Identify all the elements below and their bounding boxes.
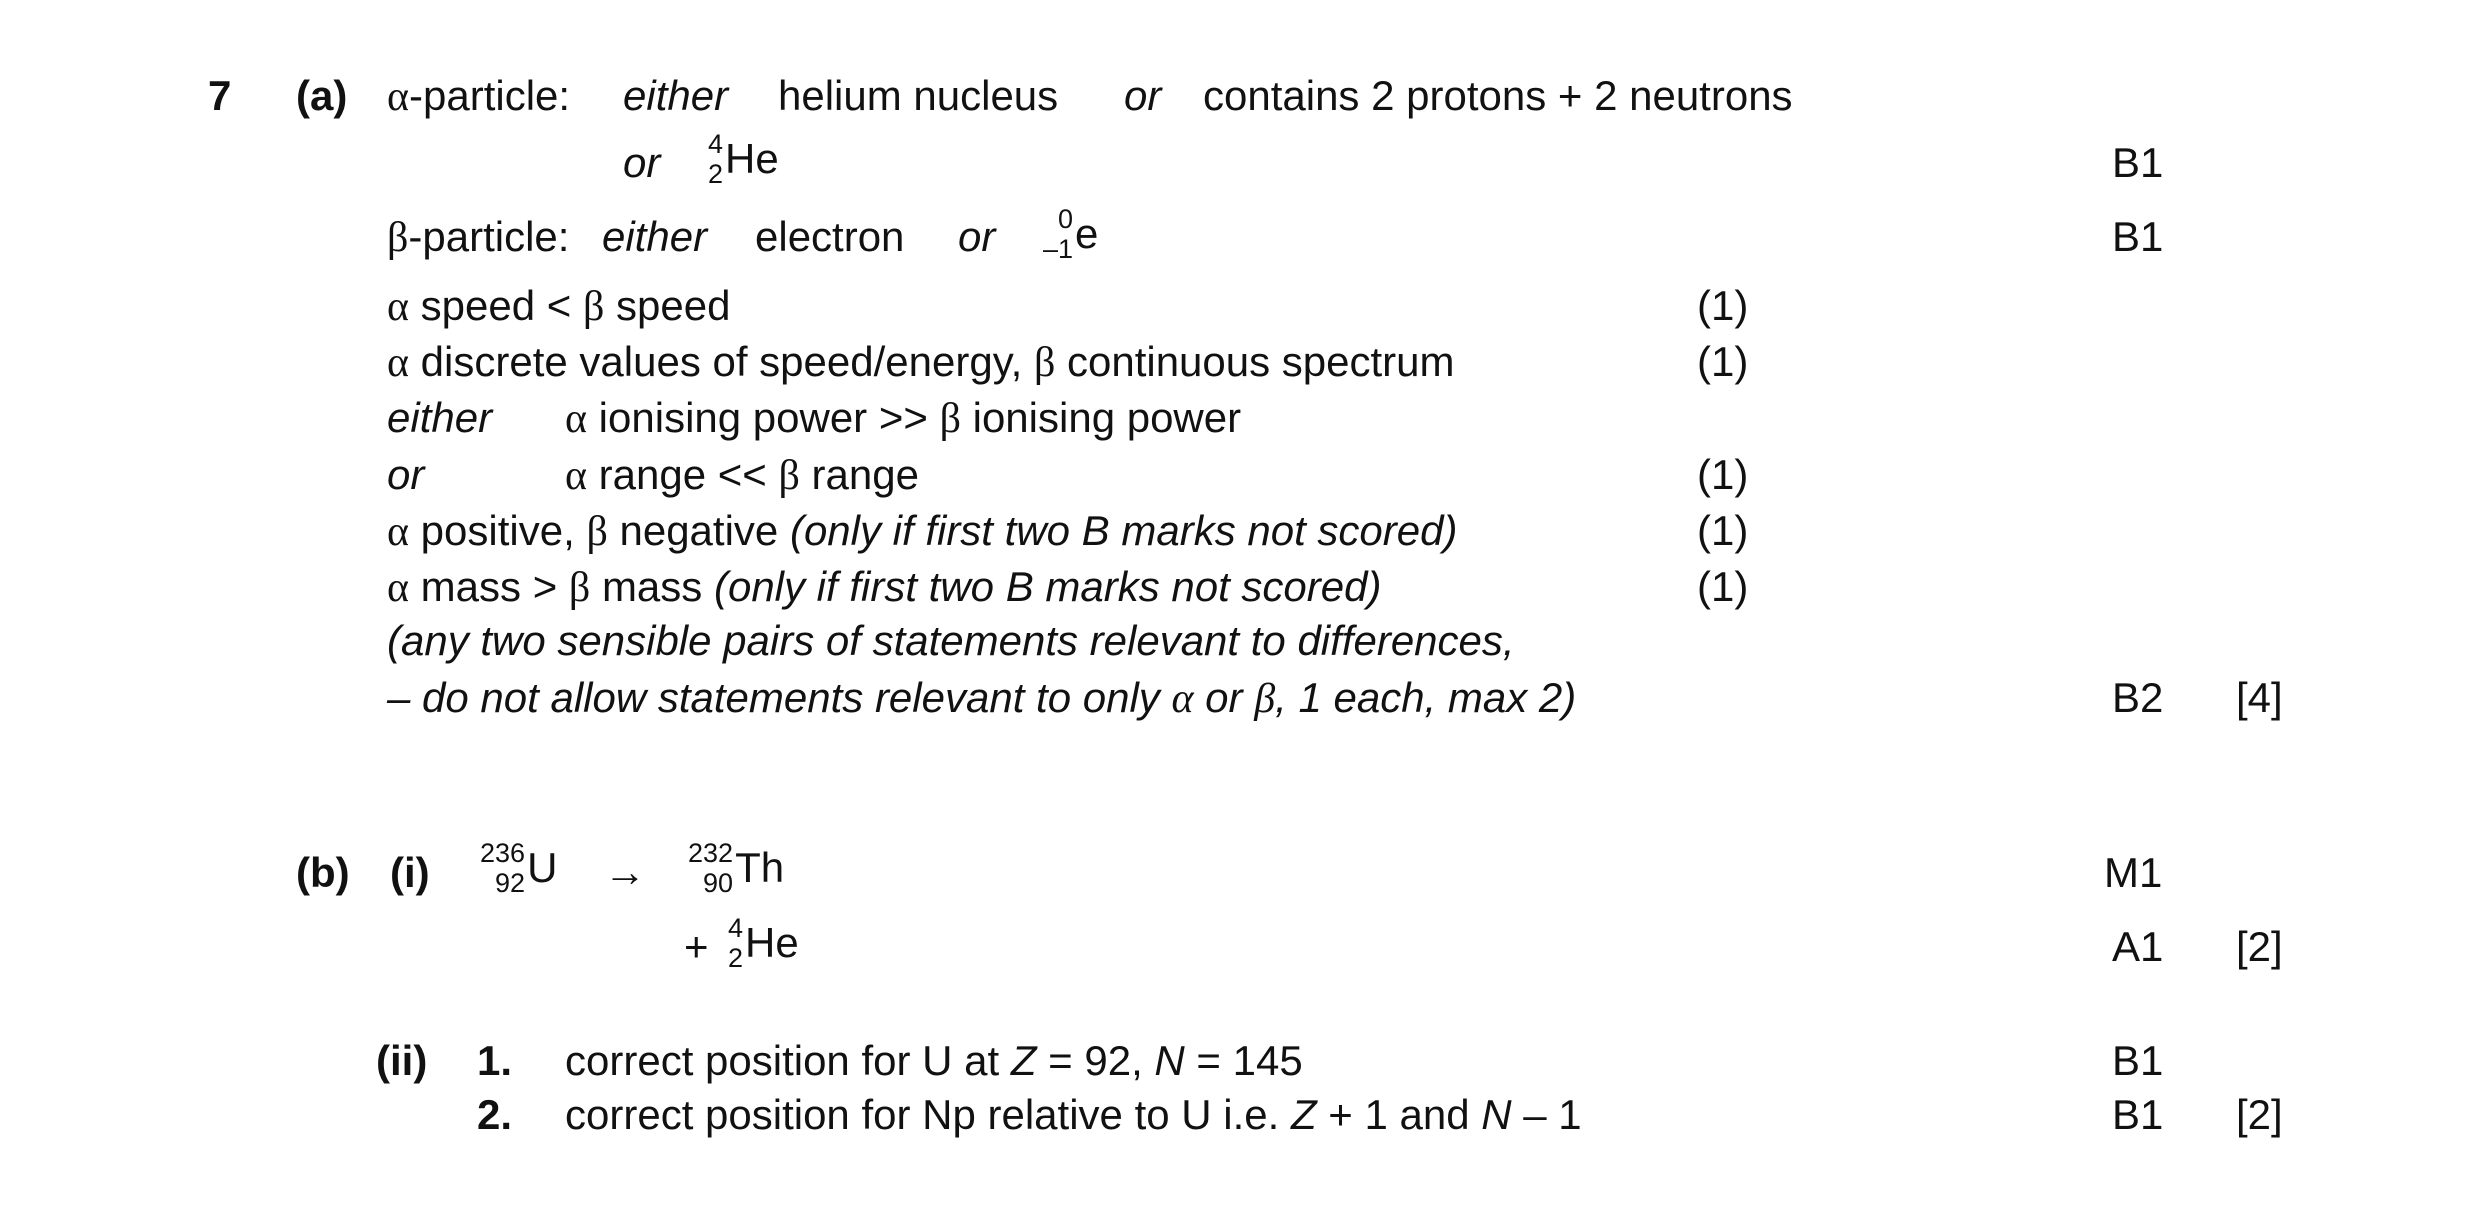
- question-number: 7: [208, 72, 232, 119]
- alpha-symbol: α: [1171, 676, 1194, 722]
- mark-b1-beta: B1: [2112, 213, 2164, 260]
- emitted-helium-mass-number: 4: [728, 913, 744, 943]
- mark-b2: B2: [2112, 674, 2164, 721]
- mark-b1-item-2: B1: [2112, 1091, 2164, 1138]
- part-b-label: (b): [296, 849, 350, 896]
- beta-symbol: β: [586, 509, 608, 555]
- row-text: range <<: [587, 451, 779, 498]
- beta-symbol: β: [568, 565, 591, 611]
- row-text: positive,: [409, 507, 587, 554]
- beta-particle-line: [387, 213, 570, 261]
- mark-1: (1): [1697, 338, 1749, 385]
- alpha-prefix: -particle:: [409, 72, 571, 119]
- helium-nuclide: [708, 129, 779, 189]
- guidance-note-line-2: [387, 674, 1577, 722]
- beta-or: or: [958, 213, 996, 260]
- alpha-either: either: [623, 72, 729, 119]
- item-text: – 1: [1511, 1091, 1582, 1138]
- row-text: mass >: [409, 563, 569, 610]
- reaction-arrow: →: [604, 850, 646, 896]
- alpha-symbol: α: [387, 74, 410, 120]
- guidance-note-line-1: (any two sensible pairs of statements relevant to differences,: [387, 617, 1515, 664]
- beta-symbol: β: [1254, 676, 1276, 722]
- electron-symbol: e: [1075, 210, 1099, 257]
- alpha-symbol: α: [387, 509, 410, 555]
- mark-1: (1): [1697, 282, 1749, 329]
- alpha-protons-neutrons: contains 2 protons + 2 neutrons: [1203, 72, 1793, 119]
- beta-symbol: β: [582, 284, 605, 330]
- part-b-i-label: (i): [390, 849, 430, 896]
- electron-nuclide: [1043, 204, 1098, 264]
- item-text: correct position for Np relative to U i.e.: [565, 1091, 1291, 1138]
- alpha-symbol: α: [565, 396, 588, 442]
- alpha-particle-line: [387, 72, 571, 120]
- z-variable: Z: [1010, 1037, 1037, 1084]
- item-2-text: [565, 1091, 1582, 1138]
- uranium-mass-number: 236: [480, 838, 526, 868]
- spectrum-comparison-row: [387, 338, 1455, 386]
- ionising-power-row: [565, 394, 1242, 442]
- beta-symbol: β: [939, 396, 961, 442]
- item-text: = 145: [1184, 1037, 1303, 1084]
- row-text: mass: [590, 563, 714, 610]
- thorium-symbol: Th: [735, 844, 785, 891]
- mark-1: (1): [1697, 507, 1749, 554]
- row-text: speed <: [409, 282, 583, 329]
- row-note: (only if first two B marks not scored): [789, 507, 1458, 554]
- beta-symbol: β: [778, 453, 800, 499]
- thorium-atomic-number: 90: [703, 868, 734, 898]
- part-a-total: [4]: [2236, 674, 2283, 721]
- item-1-number: 1.: [477, 1037, 513, 1084]
- note-text: or: [1193, 674, 1255, 721]
- row-text: ionising power: [960, 394, 1242, 441]
- helium-atomic-number: 2: [708, 159, 724, 189]
- alpha-helium-nucleus: helium nucleus: [778, 72, 1059, 119]
- item-1-text: [565, 1037, 1303, 1084]
- n-variable: N: [1154, 1037, 1185, 1084]
- electron-atomic-number: –1: [1043, 234, 1074, 264]
- beta-symbol: β: [1033, 340, 1056, 386]
- emitted-helium-atomic-number: 2: [728, 943, 744, 973]
- uranium-nuclide: [480, 838, 557, 898]
- emitted-helium-nuclide: [728, 913, 799, 973]
- mass-row: [387, 563, 1382, 611]
- part-b-ii-label: (ii): [376, 1037, 428, 1084]
- beta-electron: electron: [755, 213, 905, 260]
- row-text: ionising power >>: [587, 394, 940, 441]
- row-text: negative: [607, 507, 790, 554]
- helium-mass-number: 4: [708, 129, 724, 159]
- row-text: discrete values of speed/energy,: [409, 338, 1034, 385]
- note-text: – do not allow statements relevant to only: [387, 674, 1172, 721]
- mark-1: (1): [1697, 563, 1749, 610]
- note-text: , 1 each, max 2): [1275, 674, 1577, 721]
- charge-row: [387, 507, 1458, 555]
- or-label: or: [387, 451, 425, 498]
- part-b-ii-total: [2]: [2236, 1091, 2283, 1138]
- emitted-helium-symbol: He: [745, 919, 799, 966]
- mark-b1-item-1: B1: [2112, 1037, 2164, 1084]
- mark-b1-alpha: B1: [2112, 139, 2164, 186]
- plus-sign: +: [684, 923, 709, 970]
- alpha-symbol: α: [387, 565, 410, 611]
- mark-m1: M1: [2104, 849, 2163, 896]
- row-note: (only if first two B marks not scored): [713, 563, 1382, 610]
- mark-1: (1): [1697, 451, 1749, 498]
- row-text: range: [799, 451, 919, 498]
- mark-a1: A1: [2112, 923, 2164, 970]
- alpha-symbol: α: [387, 340, 410, 386]
- thorium-nuclide: [688, 838, 784, 898]
- part-a-label: (a): [296, 72, 348, 119]
- beta-either: either: [602, 213, 708, 260]
- range-row: [565, 451, 919, 499]
- helium-symbol: He: [725, 135, 779, 182]
- uranium-symbol: U: [527, 844, 558, 891]
- item-text: + 1 and: [1316, 1091, 1482, 1138]
- alpha-nuclide-or: or: [623, 139, 661, 186]
- alpha-symbol: α: [387, 284, 410, 330]
- item-text: = 92,: [1036, 1037, 1155, 1084]
- part-b-i-total: [2]: [2236, 923, 2283, 970]
- row-text: continuous spectrum: [1055, 338, 1455, 385]
- item-2-number: 2.: [477, 1091, 513, 1138]
- alpha-or: or: [1124, 72, 1162, 119]
- alpha-symbol: α: [565, 453, 588, 499]
- uranium-atomic-number: 92: [495, 868, 526, 898]
- either-label: either: [387, 394, 493, 441]
- item-text: correct position for U at: [565, 1037, 1011, 1084]
- electron-mass-number: 0: [1058, 204, 1074, 234]
- beta-symbol: β: [387, 215, 409, 261]
- n-variable: N: [1481, 1091, 1512, 1138]
- beta-prefix: -particle:: [408, 213, 570, 260]
- speed-comparison-row: [387, 282, 731, 330]
- thorium-mass-number: 232: [688, 838, 734, 868]
- z-variable: Z: [1290, 1091, 1317, 1138]
- row-text: speed: [604, 282, 731, 329]
